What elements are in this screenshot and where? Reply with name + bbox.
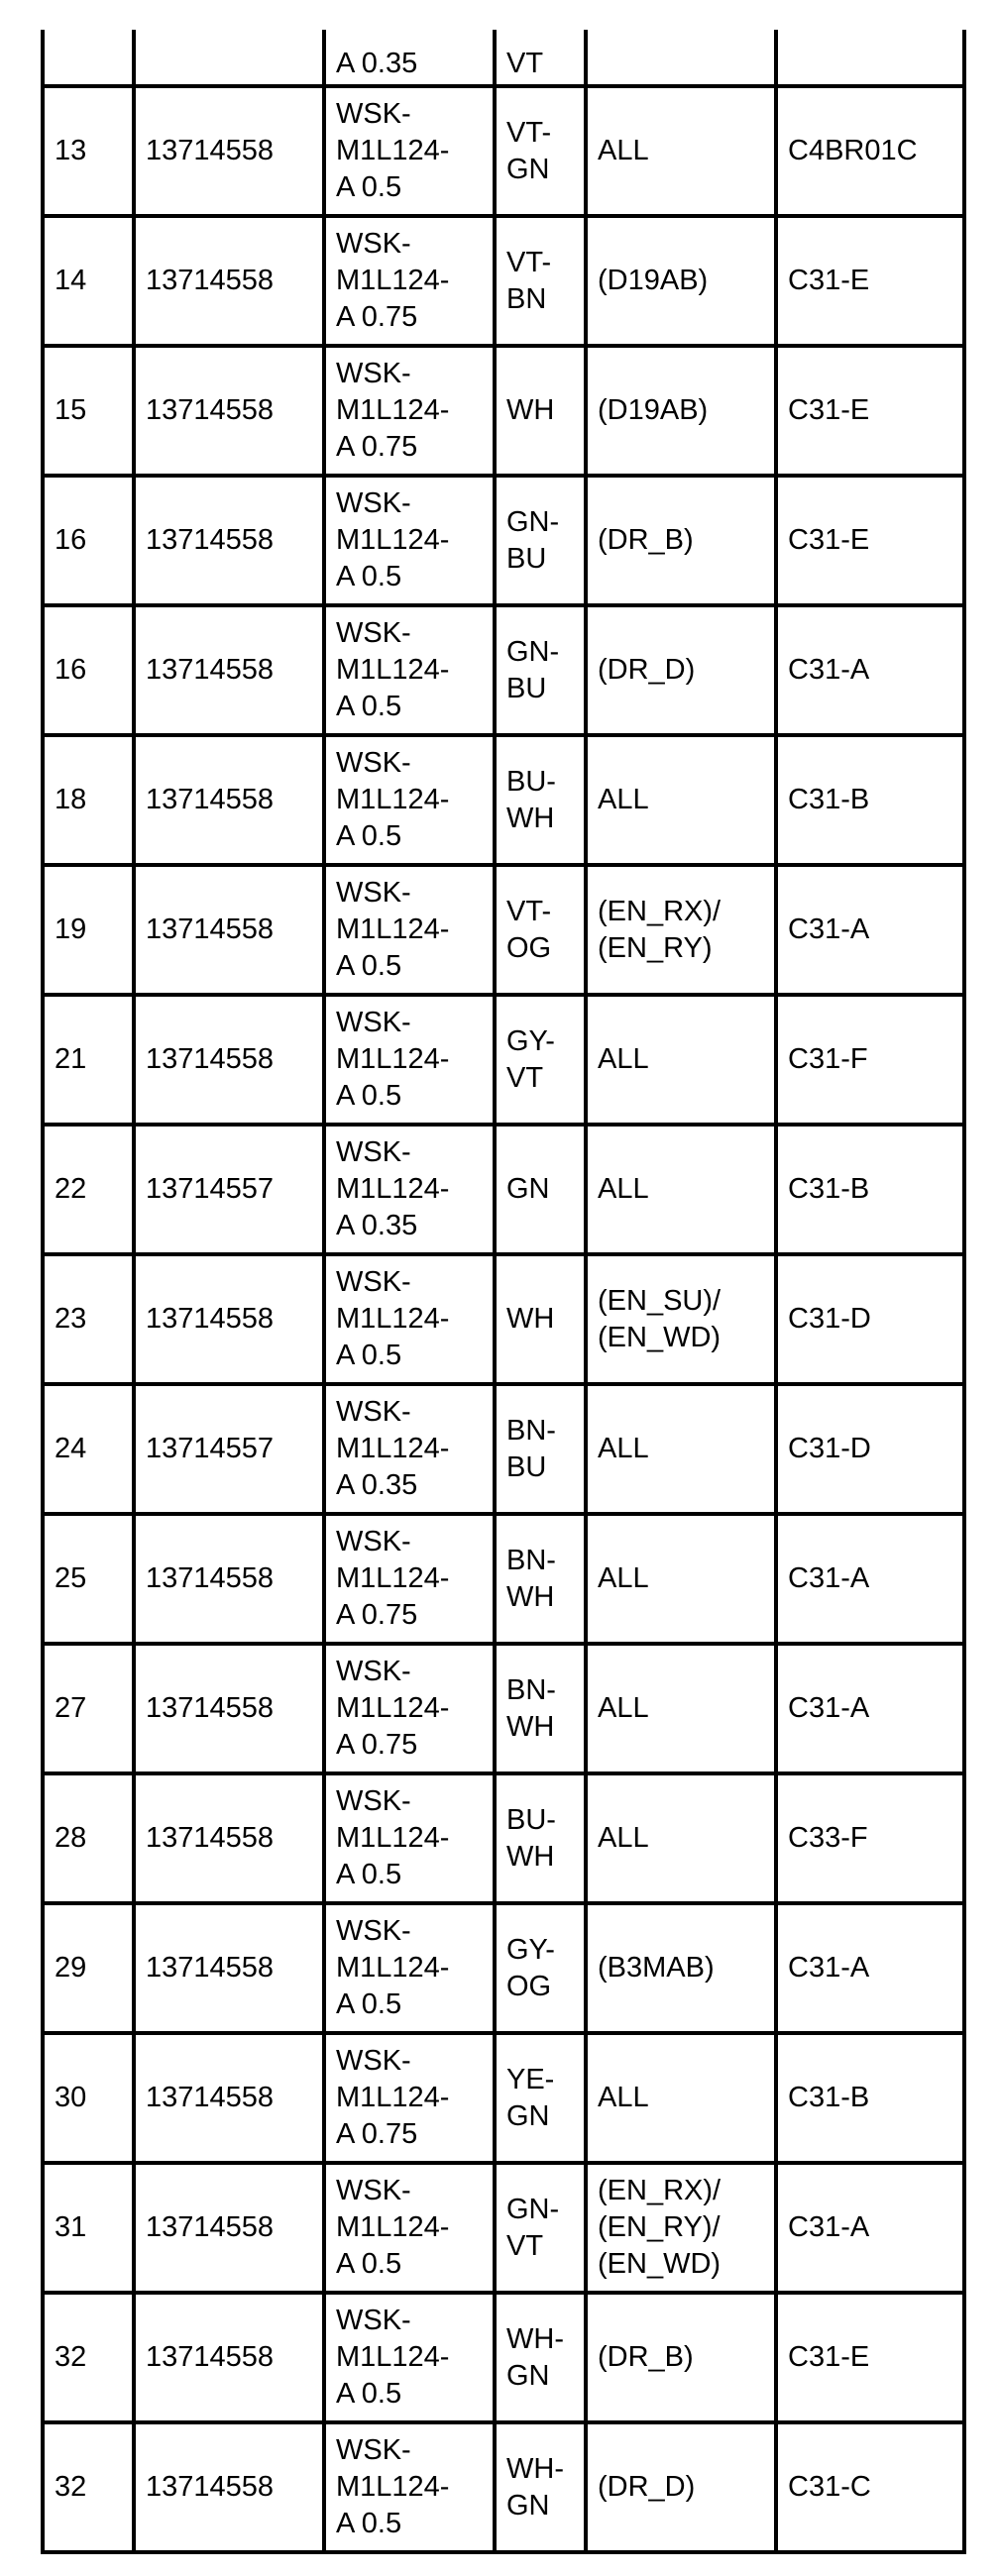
table-row	[43, 735, 964, 865]
destination-cell	[776, 30, 964, 86]
table-row	[43, 2422, 964, 2552]
pin-cell: 16	[43, 605, 134, 735]
wire-cell: WSK- M1L124- A 0.5	[324, 1903, 495, 2033]
color-cell: BU- WH	[495, 735, 586, 865]
pin-cell: 29	[43, 1903, 134, 2033]
wiring-table	[41, 30, 966, 2554]
part-number-cell: 13714558	[134, 1903, 324, 2033]
color-cell: WH- GN	[495, 2293, 586, 2422]
part-number-cell: 13714558	[134, 2033, 324, 2163]
destination-cell: C31-E	[776, 346, 964, 476]
wire-cell: WSK- M1L124- A 0.5	[324, 995, 495, 1125]
wire-cell: WSK- M1L124- A 0.5	[324, 2293, 495, 2422]
option-cell: ALL	[586, 1125, 776, 1254]
destination-cell: C31-E	[776, 216, 964, 346]
wire-cell: WSK- M1L124- A 0.5	[324, 605, 495, 735]
part-number-cell: 13714558	[134, 346, 324, 476]
destination-cell: C31-D	[776, 1254, 964, 1384]
option-cell: ALL	[586, 2033, 776, 2163]
table-row	[43, 1773, 964, 1903]
part-number-cell: 13714558	[134, 2422, 324, 2552]
wire-cell: A 0.35	[324, 30, 495, 86]
part-number-cell: 13714558	[134, 1254, 324, 1384]
destination-cell: C31-F	[776, 995, 964, 1125]
wire-cell: WSK- M1L124- A 0.75	[324, 216, 495, 346]
wire-cell: WSK- M1L124- A 0.5	[324, 735, 495, 865]
destination-cell: C31-D	[776, 1384, 964, 1514]
table-row	[43, 476, 964, 605]
wire-cell: WSK- M1L124- A 0.75	[324, 346, 495, 476]
option-cell: (DR_D)	[586, 2422, 776, 2552]
pin-cell	[43, 30, 134, 86]
table-row	[43, 86, 964, 216]
option-cell: (B3MAB)	[586, 1903, 776, 2033]
part-number-cell: 13714558	[134, 216, 324, 346]
wire-cell: WSK- M1L124- A 0.35	[324, 1125, 495, 1254]
part-number-cell: 13714558	[134, 2163, 324, 2293]
part-number-cell: 13714558	[134, 1773, 324, 1903]
table-row	[43, 1514, 964, 1644]
table-row	[43, 346, 964, 476]
wiring-table-page	[41, 30, 962, 2554]
pin-cell: 19	[43, 865, 134, 995]
color-cell: VT- BN	[495, 216, 586, 346]
color-cell: BN- BU	[495, 1384, 586, 1514]
option-cell: (EN_SU)/ (EN_WD)	[586, 1254, 776, 1384]
table-row	[43, 2293, 964, 2422]
pin-cell: 27	[43, 1644, 134, 1773]
pin-cell: 31	[43, 2163, 134, 2293]
part-number-cell: 13714558	[134, 1514, 324, 1644]
color-cell: GY- VT	[495, 995, 586, 1125]
part-number-cell: 13714558	[134, 476, 324, 605]
destination-cell: C31-E	[776, 476, 964, 605]
wire-cell: WSK- M1L124- A 0.5	[324, 2422, 495, 2552]
pin-cell: 21	[43, 995, 134, 1125]
destination-cell: C31-A	[776, 2163, 964, 2293]
wire-cell: WSK- M1L124- A 0.35	[324, 1384, 495, 1514]
wire-cell: WSK- M1L124- A 0.75	[324, 1644, 495, 1773]
destination-cell: C31-A	[776, 1514, 964, 1644]
table-row	[43, 1644, 964, 1773]
option-cell: ALL	[586, 1773, 776, 1903]
pin-cell: 14	[43, 216, 134, 346]
pin-cell: 24	[43, 1384, 134, 1514]
pin-cell: 22	[43, 1125, 134, 1254]
option-cell: (D19AB)	[586, 216, 776, 346]
table-row	[43, 1254, 964, 1384]
part-number-cell: 13714558	[134, 605, 324, 735]
color-cell: VT	[495, 30, 586, 86]
color-cell: WH	[495, 346, 586, 476]
table-row	[43, 216, 964, 346]
part-number-cell: 13714558	[134, 2293, 324, 2422]
option-cell: (DR_D)	[586, 605, 776, 735]
destination-cell: C31-A	[776, 1903, 964, 2033]
option-cell	[586, 30, 776, 86]
destination-cell: C4BR01C	[776, 86, 964, 216]
color-cell: GY- OG	[495, 1903, 586, 2033]
destination-cell: C33-F	[776, 1773, 964, 1903]
part-number-cell: 13714557	[134, 1125, 324, 1254]
pin-cell: 25	[43, 1514, 134, 1644]
option-cell: ALL	[586, 86, 776, 216]
color-cell: GN- BU	[495, 476, 586, 605]
color-cell: BN- WH	[495, 1514, 586, 1644]
table-row	[43, 865, 964, 995]
part-number-cell: 13714558	[134, 865, 324, 995]
destination-cell: C31-B	[776, 735, 964, 865]
part-number-cell: 13714558	[134, 735, 324, 865]
table-row	[43, 2033, 964, 2163]
destination-cell: C31-C	[776, 2422, 964, 2552]
option-cell: ALL	[586, 735, 776, 865]
pin-cell: 23	[43, 1254, 134, 1384]
option-cell: (D19AB)	[586, 346, 776, 476]
color-cell: VT- GN	[495, 86, 586, 216]
color-cell: GN	[495, 1125, 586, 1254]
wire-cell: WSK- M1L124- A 0.5	[324, 1254, 495, 1384]
table-row	[43, 2163, 964, 2293]
option-cell: ALL	[586, 1384, 776, 1514]
pin-cell: 32	[43, 2422, 134, 2552]
part-number-cell: 13714558	[134, 86, 324, 216]
pin-cell: 18	[43, 735, 134, 865]
wire-cell: WSK- M1L124- A 0.5	[324, 865, 495, 995]
part-number-cell: 13714557	[134, 1384, 324, 1514]
color-cell: BU- WH	[495, 1773, 586, 1903]
part-number-cell: 13714558	[134, 1644, 324, 1773]
color-cell: VT- OG	[495, 865, 586, 995]
pin-cell: 15	[43, 346, 134, 476]
option-cell: (DR_B)	[586, 2293, 776, 2422]
wire-cell: WSK- M1L124- A 0.5	[324, 2163, 495, 2293]
part-number-cell: 13714558	[134, 995, 324, 1125]
table-row	[43, 605, 964, 735]
table-row	[43, 995, 964, 1125]
color-cell: GN- VT	[495, 2163, 586, 2293]
table-row-partial	[43, 30, 964, 86]
destination-cell: C31-B	[776, 1125, 964, 1254]
option-cell: (DR_B)	[586, 476, 776, 605]
option-cell: (EN_RX)/ (EN_RY)	[586, 865, 776, 995]
pin-cell: 13	[43, 86, 134, 216]
pin-cell: 30	[43, 2033, 134, 2163]
table-row	[43, 1384, 964, 1514]
table-row	[43, 1903, 964, 2033]
destination-cell: C31-A	[776, 865, 964, 995]
option-cell: ALL	[586, 1644, 776, 1773]
pin-cell: 16	[43, 476, 134, 605]
destination-cell: C31-B	[776, 2033, 964, 2163]
color-cell: GN- BU	[495, 605, 586, 735]
pin-cell: 32	[43, 2293, 134, 2422]
color-cell: BN- WH	[495, 1644, 586, 1773]
color-cell: YE- GN	[495, 2033, 586, 2163]
wire-cell: WSK- M1L124- A 0.75	[324, 1514, 495, 1644]
destination-cell: C31-E	[776, 2293, 964, 2422]
color-cell: WH	[495, 1254, 586, 1384]
option-cell: ALL	[586, 1514, 776, 1644]
wiring-table-body	[43, 30, 964, 2552]
option-cell: (EN_RX)/ (EN_RY)/ (EN_WD)	[586, 2163, 776, 2293]
pin-cell: 28	[43, 1773, 134, 1903]
destination-cell: C31-A	[776, 605, 964, 735]
color-cell: WH- GN	[495, 2422, 586, 2552]
wire-cell: WSK- M1L124- A 0.5	[324, 1773, 495, 1903]
wire-cell: WSK- M1L124- A 0.75	[324, 2033, 495, 2163]
wire-cell: WSK- M1L124- A 0.5	[324, 476, 495, 605]
option-cell: ALL	[586, 995, 776, 1125]
destination-cell: C31-A	[776, 1644, 964, 1773]
table-row	[43, 1125, 964, 1254]
wire-cell: WSK- M1L124- A 0.5	[324, 86, 495, 216]
part-number-cell	[134, 30, 324, 86]
